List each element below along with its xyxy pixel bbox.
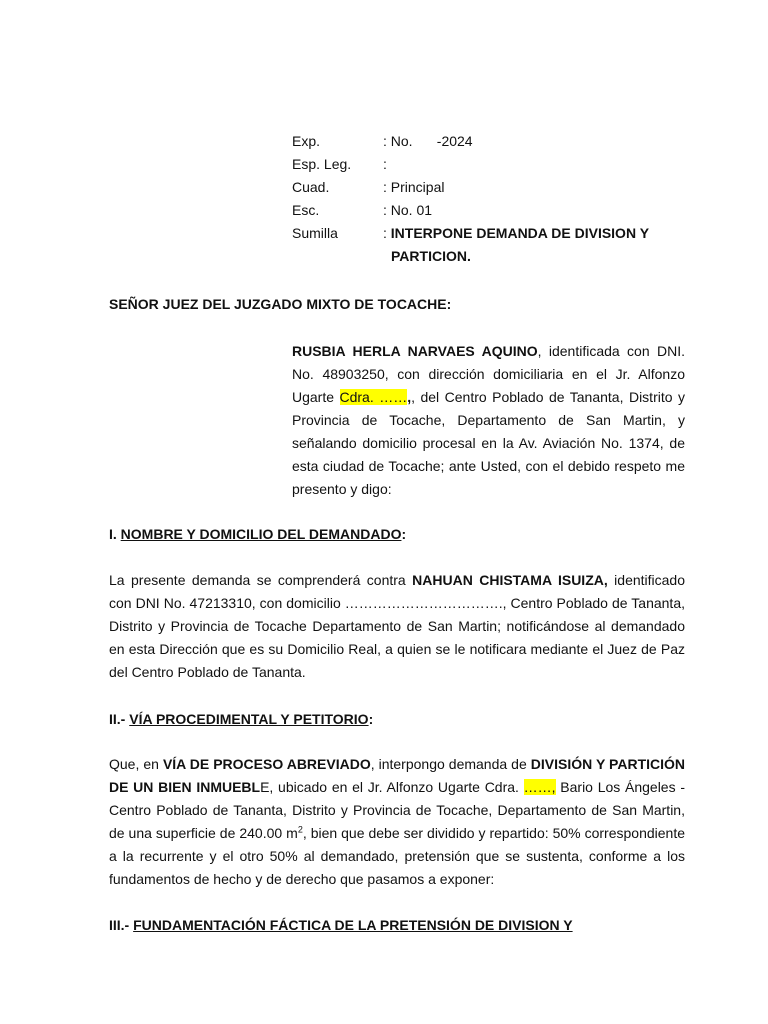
sumilla-text-line2: PARTICION. (391, 248, 471, 264)
header-row-exp (292, 131, 692, 154)
esc-value: : No. 01 (383, 202, 433, 218)
section-3-prefix: III.- (109, 917, 134, 933)
section-2-prefix: II.- (109, 711, 130, 727)
section-1-text-2: identificado con DNI No. 47213310, con domicilio ……………………………., Centro Poblado de Tananta, Distrito y Provincia de Tocache Departamento de San Martin; notificándose al demandado en esta Dirección que es su Domicilio Real, a quien se le notificara mediante el Juez de Paz del Centro Poblado de Tananta. (109, 572, 685, 680)
section-3-heading (109, 915, 573, 935)
section-1-suffix: : (401, 526, 407, 542)
sumilla-value (383, 223, 692, 246)
section-1-prefix: I. (109, 526, 121, 542)
intro-comma: , (407, 389, 412, 405)
superscript-2: 2 (297, 824, 303, 835)
section-1-text-1: La presente demanda se comprenderá contra (109, 572, 413, 588)
section-2-text-2: , interpongo demanda de (370, 756, 531, 772)
exp-separator: : (383, 133, 387, 149)
header-row-cuad (292, 177, 692, 200)
intro-text-2: , del Centro Poblado de Tananta, Distrito y Provincia de Tocache, Departamento de San Martin, y señalando domicilio procesal en la Av. Aviación No. 1374, de esta ciudad de Tocache; ante Usted, con el debido respeto me presento y digo: (292, 389, 685, 497)
esp-leg-value: : (383, 156, 387, 172)
court-title: SEÑOR JUEZ DEL JUZGADO MIXTO DE TOCACHE: (109, 296, 452, 312)
section-2-bold-1: VÍA DE PROCESO ABREVIADO (162, 756, 371, 772)
section-2-heading (109, 709, 373, 729)
header-row-sumilla (292, 223, 692, 246)
section-2-suffix: : (368, 711, 374, 727)
highlighted-ellipsis: ……, (523, 779, 556, 795)
section-2-paragraph (109, 753, 685, 891)
exp-year: -2024 (436, 133, 473, 149)
sumilla-separator: : (383, 225, 391, 241)
section-2-text-3: E, ubicado en el Jr. Alfonzo Ugarte Cdra. (260, 779, 524, 795)
intro-paragraph (292, 340, 685, 501)
defendant-name: NAHUAN CHISTAMA ISUIZA, (412, 572, 608, 588)
header-row-esp-leg (292, 154, 692, 177)
plaintiff-name: RUSBIA HERLA NARVAES AQUINO (292, 343, 538, 359)
sumilla-label: Sumilla (292, 225, 338, 241)
esc-label: Esc. (292, 202, 320, 218)
section-2-bold-2: DIVISIÓN Y PARTICIÓN DE UN BIEN INMUEBL (109, 756, 686, 795)
section-3-title: FUNDAMENTACIÓN FÁCTICA DE LA PRETENSIÓN DE DIVISION Y (133, 917, 573, 933)
section-2-text-1: Que, en (109, 756, 163, 772)
intro-text-1: , identificada con DNI. No. 48903250, con dirección domiciliaria en el Jr. Alfonzo Ugarte (292, 343, 685, 405)
section-2-title: VÍA PROCEDIMENTAL Y PETITORIO (129, 711, 369, 727)
section-2-text-4: Bario Los Ángeles - Centro Poblado de Tananta, Distrito y Provincia de Tocache, Departamento de San Martin, de una superficie de 240.00 m (109, 779, 685, 841)
highlighted-cdra: Cdra. …… (339, 389, 408, 405)
sumilla-text-line1: INTERPONE DEMANDA DE DIVISION Y (390, 225, 650, 241)
cuad-value: : Principal (383, 179, 445, 195)
exp-no: No. (390, 133, 413, 149)
case-header (292, 131, 692, 266)
section-1-title: NOMBRE Y DOMICILIO DEL DEMANDADO (120, 526, 402, 542)
section-2-text-5: , bien que debe ser dividido y repartido: 50% correspondiente a la recurrente y el otro 50% al demandado, pretensión que se sustenta, conforme a los fundamentos de hecho y de derecho que pasamos a exponer: (109, 825, 685, 887)
esp-leg-label: Esp. Leg. (292, 156, 352, 172)
exp-value (383, 131, 692, 154)
cuad-label: Cuad. (292, 179, 330, 195)
header-row-esc (292, 200, 692, 223)
section-1-paragraph (109, 569, 685, 684)
section-1-heading (109, 524, 406, 544)
exp-label: Exp. (292, 133, 321, 149)
